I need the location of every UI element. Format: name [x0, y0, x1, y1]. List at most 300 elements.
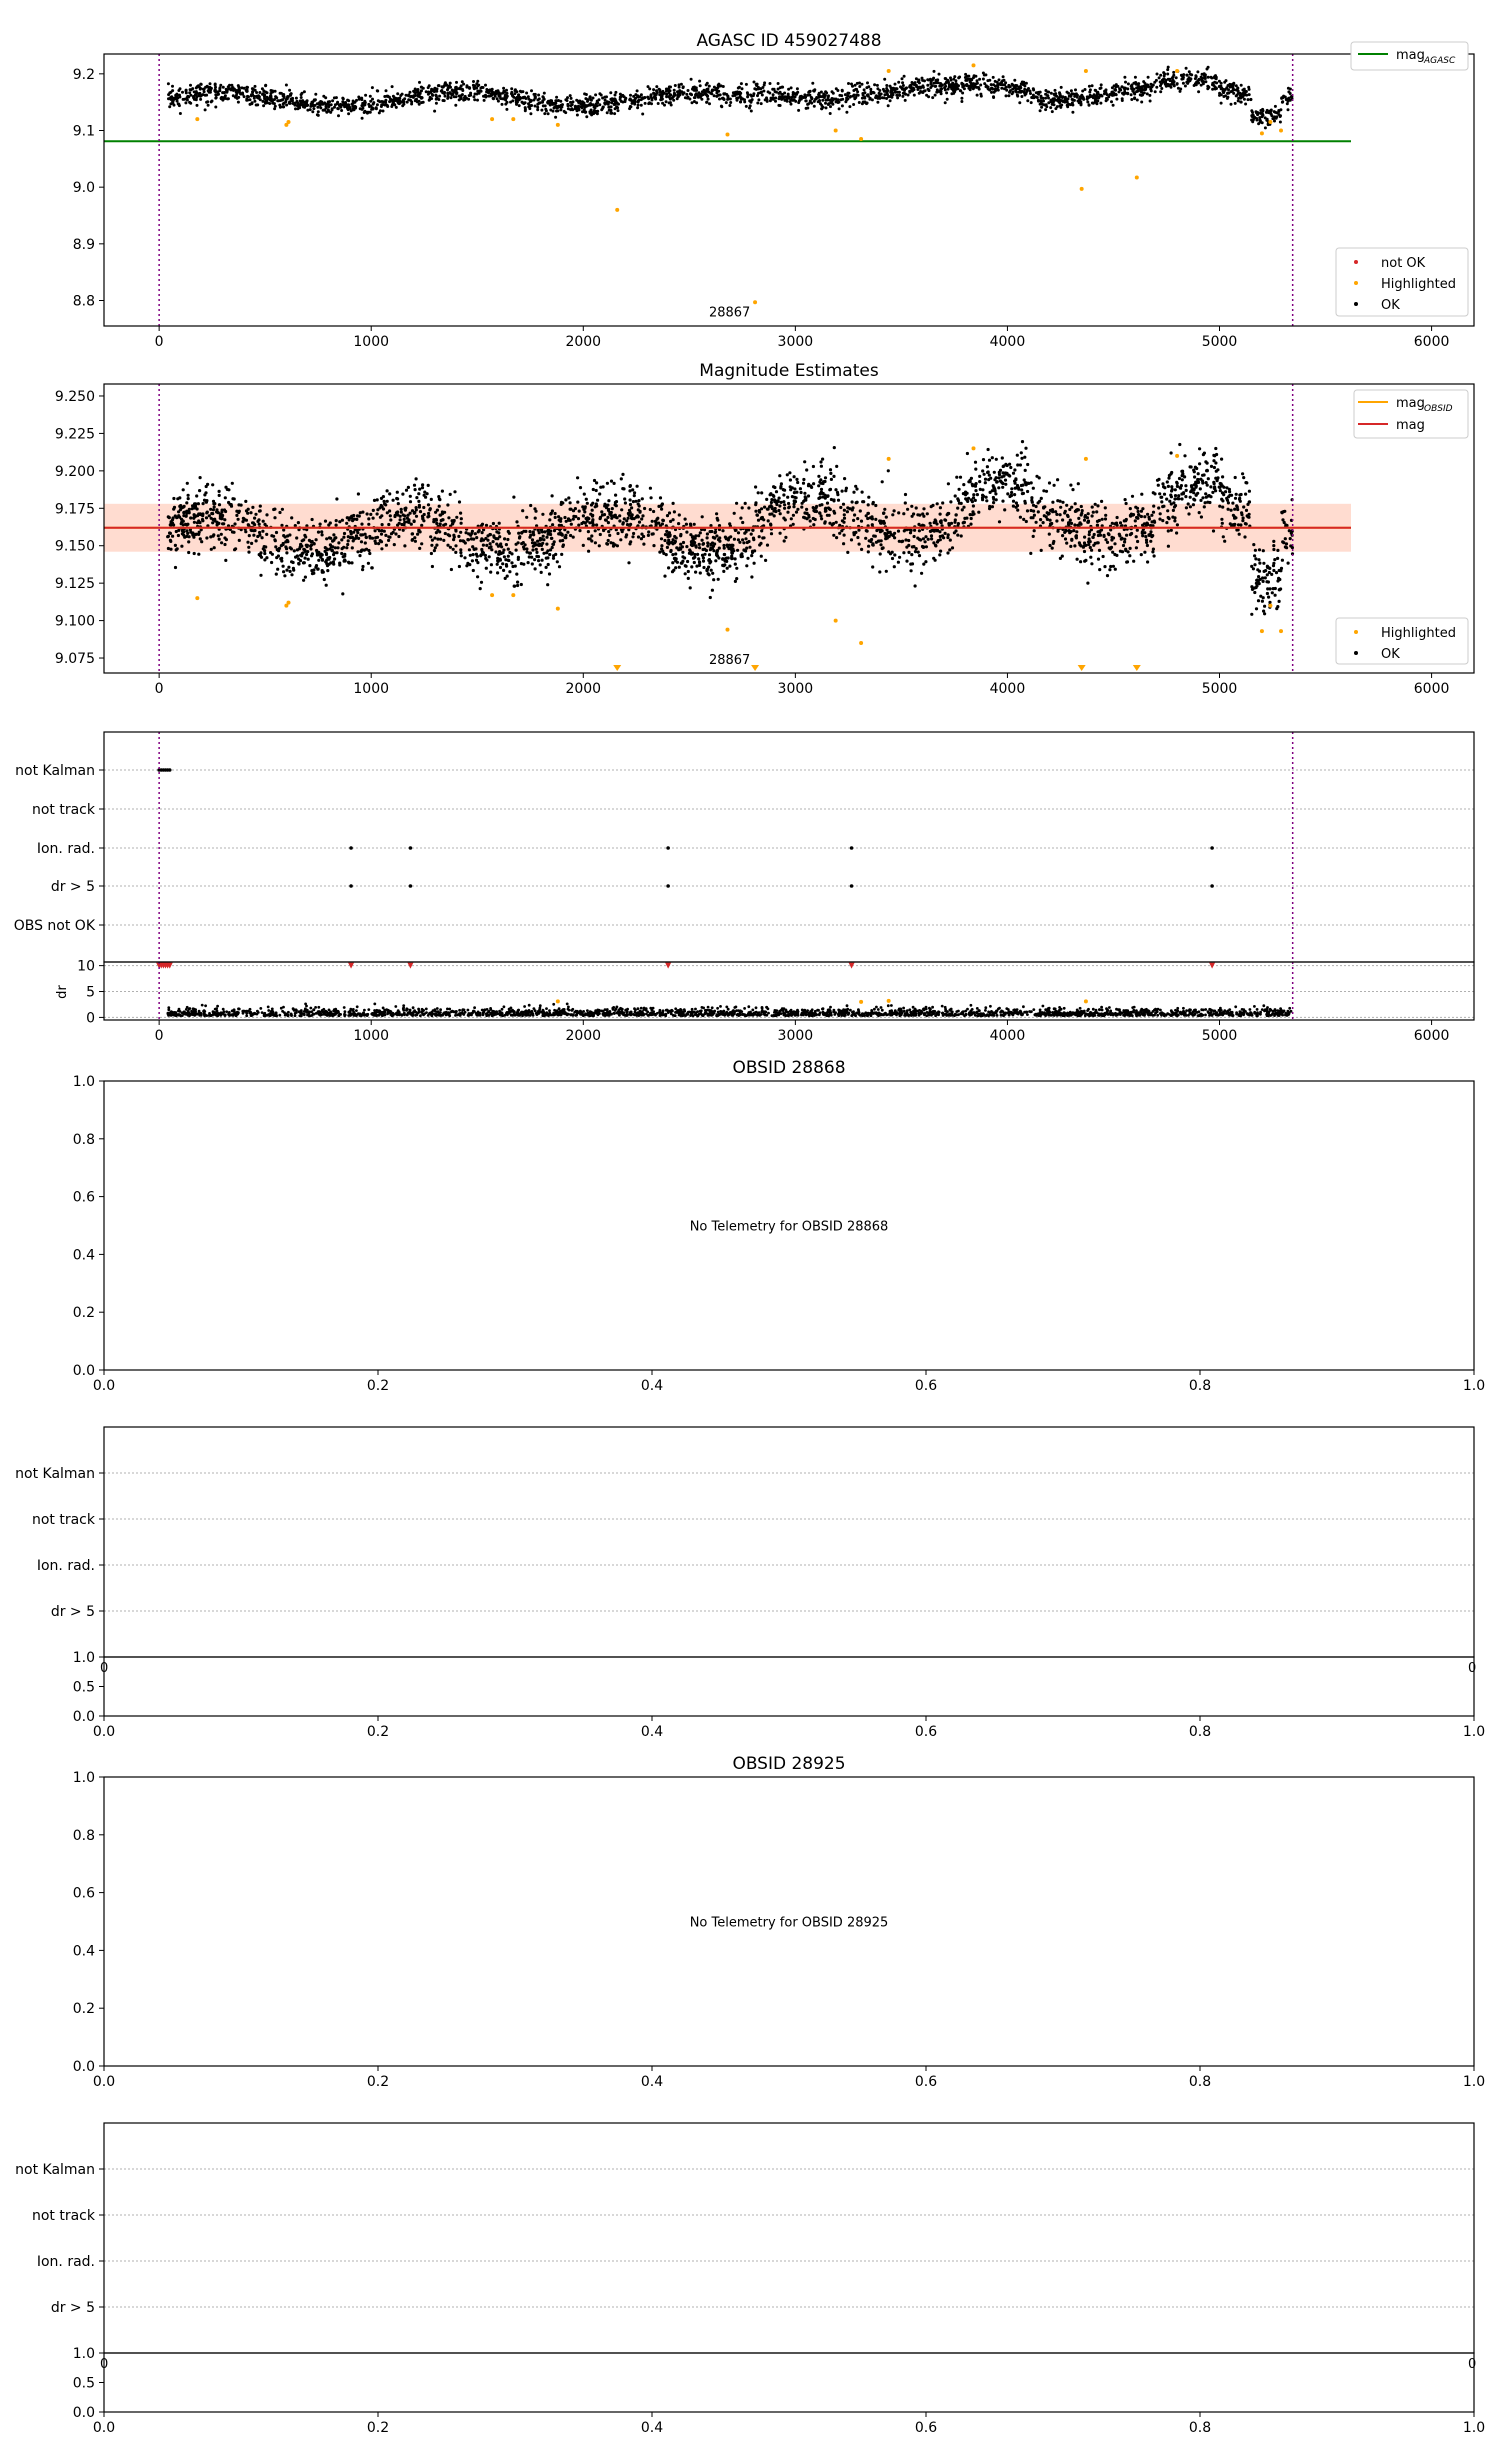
- ok-point: [1096, 541, 1099, 544]
- ok-point: [475, 93, 478, 96]
- ok-point: [916, 537, 919, 540]
- ok-point: [1053, 93, 1056, 96]
- ok-point: [342, 97, 345, 100]
- ok-point: [994, 89, 997, 92]
- ok-point: [235, 514, 238, 517]
- ok-point: [1243, 98, 1246, 101]
- ok-point: [667, 535, 670, 538]
- ok-point: [216, 91, 219, 94]
- ok-point: [1202, 453, 1205, 456]
- ok-point: [793, 491, 796, 494]
- ok-point: [924, 560, 927, 563]
- ok-point: [452, 90, 455, 93]
- ok-point: [922, 507, 925, 510]
- ok-point: [421, 517, 424, 520]
- ok-point: [988, 474, 991, 477]
- ok-point: [1166, 68, 1169, 71]
- ok-point: [1250, 613, 1253, 616]
- ok-point: [302, 105, 305, 108]
- ok-point: [792, 505, 795, 508]
- ok-point: [1049, 106, 1052, 109]
- ok-point: [367, 517, 370, 520]
- ok-point: [1174, 488, 1177, 491]
- ok-point: [244, 500, 247, 503]
- ok-point: [528, 555, 531, 558]
- ok-point: [976, 94, 979, 97]
- ok-point: [933, 82, 936, 85]
- ok-point: [510, 87, 513, 90]
- ok-point: [363, 110, 366, 113]
- ok-point: [512, 496, 515, 499]
- ok-point: [667, 566, 670, 569]
- ok-point: [454, 529, 457, 532]
- ok-point: [728, 104, 731, 107]
- ok-point: [753, 562, 756, 565]
- ok-point: [167, 515, 170, 518]
- ok-point: [434, 94, 437, 97]
- ok-point: [858, 85, 861, 88]
- ok-point: [971, 513, 974, 516]
- ok-point: [1167, 485, 1170, 488]
- ok-point: [998, 78, 1001, 81]
- ok-point: [649, 487, 652, 490]
- ok-point: [766, 544, 769, 547]
- ok-point: [554, 116, 557, 119]
- ok-point: [290, 560, 293, 563]
- ok-point: [1076, 524, 1079, 527]
- ok-point: [1051, 103, 1054, 106]
- ok-point: [1014, 482, 1017, 485]
- ok-point: [590, 103, 593, 106]
- ok-point: [761, 86, 764, 89]
- ok-point: [409, 500, 412, 503]
- ok-point: [1248, 490, 1251, 493]
- ok-point: [250, 528, 253, 531]
- ok-point: [513, 585, 516, 588]
- ok-point: [560, 106, 563, 109]
- ok-point: [685, 523, 688, 526]
- highlighted-point: [725, 132, 729, 136]
- ok-point: [841, 98, 844, 101]
- ok-point: [354, 107, 357, 110]
- ok-point: [338, 563, 341, 566]
- ok-point: [1230, 509, 1233, 512]
- ok-point: [577, 106, 580, 109]
- ok-point: [1226, 97, 1229, 100]
- ok-point: [824, 90, 827, 93]
- ok-point: [460, 554, 463, 557]
- ok-point: [305, 100, 308, 103]
- ok-point: [698, 80, 701, 83]
- ok-point: [545, 566, 548, 569]
- ok-point: [703, 553, 706, 556]
- ok-point: [1115, 93, 1118, 96]
- ok-point: [840, 529, 843, 532]
- ok-point: [258, 510, 261, 513]
- ok-point: [1060, 86, 1063, 89]
- ok-point: [364, 94, 367, 97]
- ok-point: [403, 518, 406, 521]
- ok-point: [528, 552, 531, 555]
- ok-point: [210, 87, 213, 90]
- ok-point: [572, 518, 575, 521]
- ok-point: [168, 531, 171, 534]
- ok-point: [904, 99, 907, 102]
- ok-point: [307, 558, 310, 561]
- ok-point: [801, 502, 804, 505]
- ok-point: [299, 104, 302, 107]
- ok-point: [507, 548, 510, 551]
- ok-point: [399, 518, 402, 521]
- ok-point: [1240, 513, 1243, 516]
- ok-point: [1270, 113, 1273, 116]
- ok-point: [450, 568, 453, 571]
- ok-point: [322, 109, 325, 112]
- ok-point: [693, 561, 696, 564]
- ok-point: [1071, 111, 1074, 114]
- highlighted-point: [1279, 129, 1283, 133]
- ok-point: [944, 101, 947, 104]
- ok-point: [227, 85, 230, 88]
- ok-point: [783, 539, 786, 542]
- ok-point: [762, 90, 765, 93]
- ok-point: [360, 98, 363, 101]
- ok-point: [586, 104, 589, 107]
- ok-point: [336, 107, 339, 110]
- ok-point: [993, 488, 996, 491]
- ok-point: [1198, 511, 1201, 514]
- ok-point: [196, 507, 199, 510]
- ok-point: [658, 551, 661, 554]
- ok-point: [405, 94, 408, 97]
- ok-point: [435, 90, 438, 93]
- ok-point: [921, 77, 924, 80]
- ok-point: [556, 109, 559, 112]
- ok-point: [206, 100, 209, 103]
- ok-point: [1067, 515, 1070, 518]
- ok-point: [829, 105, 832, 108]
- ok-point: [698, 564, 701, 567]
- ok-point: [259, 551, 262, 554]
- ok-point: [1014, 89, 1017, 92]
- ok-point: [1162, 505, 1165, 508]
- ok-point: [1106, 574, 1109, 577]
- ok-point: [379, 109, 382, 112]
- ok-point: [758, 535, 761, 538]
- ok-point: [367, 523, 370, 526]
- ok-point: [500, 545, 503, 548]
- ok-point: [692, 557, 695, 560]
- ok-point: [992, 95, 995, 98]
- ok-point: [1132, 560, 1135, 563]
- ok-point: [1182, 82, 1185, 85]
- ok-point: [1167, 545, 1170, 548]
- ok-point: [745, 564, 748, 567]
- ok-point: [536, 106, 539, 109]
- ok-point: [538, 97, 541, 100]
- ok-point: [613, 482, 616, 485]
- ok-point: [636, 89, 639, 92]
- ok-point: [485, 524, 488, 527]
- ok-point: [777, 82, 780, 85]
- ok-point: [910, 505, 913, 508]
- ok-point: [1159, 74, 1162, 77]
- ok-point: [982, 78, 985, 81]
- ok-point: [541, 548, 544, 551]
- ok-point: [447, 95, 450, 98]
- ok-point: [626, 523, 629, 526]
- ok-point: [770, 97, 773, 100]
- ok-point: [209, 91, 212, 94]
- ok-point: [1037, 93, 1040, 96]
- ok-point: [779, 104, 782, 107]
- ok-point: [750, 533, 753, 536]
- ok-point: [883, 90, 886, 93]
- ok-point: [898, 94, 901, 97]
- ok-point: [449, 82, 452, 85]
- ok-point: [273, 516, 276, 519]
- ok-point: [380, 504, 383, 507]
- ok-point: [420, 96, 423, 99]
- ok-point: [1019, 463, 1022, 466]
- ok-point: [689, 523, 692, 526]
- ok-point: [693, 523, 696, 526]
- ok-point: [392, 95, 395, 98]
- ok-point: [960, 97, 963, 100]
- ok-point: [854, 531, 857, 534]
- ok-point: [444, 523, 447, 526]
- ok-point: [594, 93, 597, 96]
- ok-point: [855, 501, 858, 504]
- ok-point: [372, 101, 375, 104]
- ok-point: [803, 492, 806, 495]
- ok-point: [1027, 87, 1030, 90]
- ok-point: [598, 492, 601, 495]
- ok-point: [810, 96, 813, 99]
- ok-point: [823, 522, 826, 525]
- ok-point: [1166, 509, 1169, 512]
- ok-point: [871, 523, 874, 526]
- ok-point: [647, 534, 650, 537]
- ok-point: [567, 496, 570, 499]
- ok-point: [763, 506, 766, 509]
- ok-point: [1173, 516, 1176, 519]
- ok-point: [169, 540, 172, 543]
- ok-point: [276, 99, 279, 102]
- ok-point: [204, 108, 207, 111]
- ok-point: [402, 103, 405, 106]
- ok-point: [855, 93, 858, 96]
- ok-point: [547, 563, 550, 566]
- ok-point: [492, 540, 495, 543]
- ok-point: [403, 97, 406, 100]
- ok-point: [1109, 93, 1112, 96]
- ok-point: [1266, 592, 1269, 595]
- ok-point: [775, 490, 778, 493]
- ok-point: [960, 83, 963, 86]
- ok-point: [651, 533, 654, 536]
- ok-point: [1171, 80, 1174, 83]
- ok-point: [202, 502, 205, 505]
- ok-point: [177, 534, 180, 537]
- ok-point: [1029, 92, 1032, 95]
- ok-point: [578, 529, 581, 532]
- ok-point: [505, 108, 508, 111]
- ok-point: [459, 531, 462, 534]
- ok-point: [535, 551, 538, 554]
- highlighted-point: [511, 117, 515, 121]
- ok-point: [920, 572, 923, 575]
- ok-point: [771, 507, 774, 510]
- ok-point: [1161, 519, 1164, 522]
- ok-point: [959, 89, 962, 92]
- ok-point: [1039, 103, 1042, 106]
- ok-point: [1092, 511, 1095, 514]
- ok-point: [694, 96, 697, 99]
- ok-point: [233, 88, 236, 91]
- ok-point: [744, 537, 747, 540]
- ok-point: [790, 517, 793, 520]
- ok-point: [1247, 516, 1250, 519]
- ok-point: [746, 541, 749, 544]
- ok-point: [1086, 101, 1089, 104]
- ok-point: [1077, 482, 1080, 485]
- ok-point: [952, 86, 955, 89]
- ok-point: [819, 460, 822, 463]
- highlighted-point: [834, 129, 838, 133]
- ok-point: [563, 516, 566, 519]
- ok-point: [595, 489, 598, 492]
- ok-point: [810, 102, 813, 105]
- ok-point: [1262, 549, 1265, 552]
- ok-point: [275, 96, 278, 99]
- ok-point: [737, 96, 740, 99]
- ok-point: [393, 103, 396, 106]
- ok-point: [295, 97, 298, 100]
- ok-point: [938, 73, 941, 76]
- ok-point: [343, 558, 346, 561]
- ok-point: [890, 93, 893, 96]
- ok-point: [1060, 99, 1063, 102]
- ok-point: [333, 551, 336, 554]
- ok-point: [1149, 88, 1152, 91]
- ok-point: [516, 581, 519, 584]
- ok-point: [566, 99, 569, 102]
- ok-point: [1159, 81, 1162, 84]
- ok-point: [167, 535, 170, 538]
- ok-point: [444, 532, 447, 535]
- ok-point: [600, 510, 603, 513]
- ok-point: [1261, 108, 1264, 111]
- ok-point: [169, 96, 172, 99]
- ok-point: [669, 550, 672, 553]
- ok-point: [618, 514, 621, 517]
- ok-point: [701, 539, 704, 542]
- ok-point: [1114, 88, 1117, 91]
- ok-point: [1112, 104, 1115, 107]
- ok-point: [1146, 544, 1149, 547]
- ok-point: [904, 93, 907, 96]
- ok-point: [385, 95, 388, 98]
- ok-point: [619, 538, 622, 541]
- ok-point: [945, 91, 948, 94]
- ok-point: [938, 530, 941, 533]
- ok-point: [633, 103, 636, 106]
- ok-point: [1274, 105, 1277, 108]
- ok-point: [598, 544, 601, 547]
- ok-point: [1130, 98, 1133, 101]
- ok-point: [1227, 88, 1230, 91]
- ok-point: [956, 507, 959, 510]
- ok-point: [441, 518, 444, 521]
- ok-point: [661, 97, 664, 100]
- ok-point: [700, 98, 703, 101]
- ok-point: [1144, 87, 1147, 90]
- ok-point: [901, 77, 904, 80]
- ok-point: [607, 106, 610, 109]
- ok-point: [699, 84, 702, 87]
- ok-point: [1023, 478, 1026, 481]
- ok-point: [1197, 472, 1200, 475]
- ok-point: [195, 494, 198, 497]
- ok-point: [1068, 508, 1071, 511]
- ok-point: [843, 513, 846, 516]
- ok-point: [1201, 496, 1204, 499]
- ok-point: [770, 501, 773, 504]
- ok-point: [442, 86, 445, 89]
- ok-point: [579, 486, 582, 489]
- ok-point: [262, 104, 265, 107]
- ok-point: [940, 92, 943, 95]
- ok-point: [1244, 493, 1247, 496]
- ok-point: [448, 534, 451, 537]
- ok-point: [1256, 578, 1259, 581]
- ok-point: [1110, 100, 1113, 103]
- ok-point: [1135, 516, 1138, 519]
- ok-point: [1107, 532, 1110, 535]
- ok-point: [706, 541, 709, 544]
- ok-point: [907, 551, 910, 554]
- ok-point: [465, 97, 468, 100]
- ok-point: [348, 106, 351, 109]
- ok-point: [844, 93, 847, 96]
- ok-point: [1019, 86, 1022, 89]
- ok-point: [544, 108, 547, 111]
- ok-point: [1150, 514, 1153, 517]
- ok-point: [610, 517, 613, 520]
- ok-point: [997, 476, 1000, 479]
- y-tick-label: 9.1: [72, 123, 95, 140]
- ok-point: [1155, 86, 1158, 89]
- ok-point: [237, 101, 240, 104]
- ok-point: [470, 537, 473, 540]
- ok-point: [1032, 89, 1035, 92]
- ok-point: [1159, 512, 1162, 515]
- ok-point: [805, 512, 808, 515]
- ok-point: [209, 508, 212, 511]
- ok-point: [898, 91, 901, 94]
- ok-point: [551, 103, 554, 106]
- ok-point: [918, 529, 921, 532]
- ok-point: [415, 477, 418, 480]
- ok-point: [835, 98, 838, 101]
- ok-point: [921, 84, 924, 87]
- ok-point: [652, 510, 655, 513]
- ok-point: [247, 95, 250, 98]
- ok-point: [929, 78, 932, 81]
- ok-point: [668, 96, 671, 99]
- ok-point: [1088, 85, 1091, 88]
